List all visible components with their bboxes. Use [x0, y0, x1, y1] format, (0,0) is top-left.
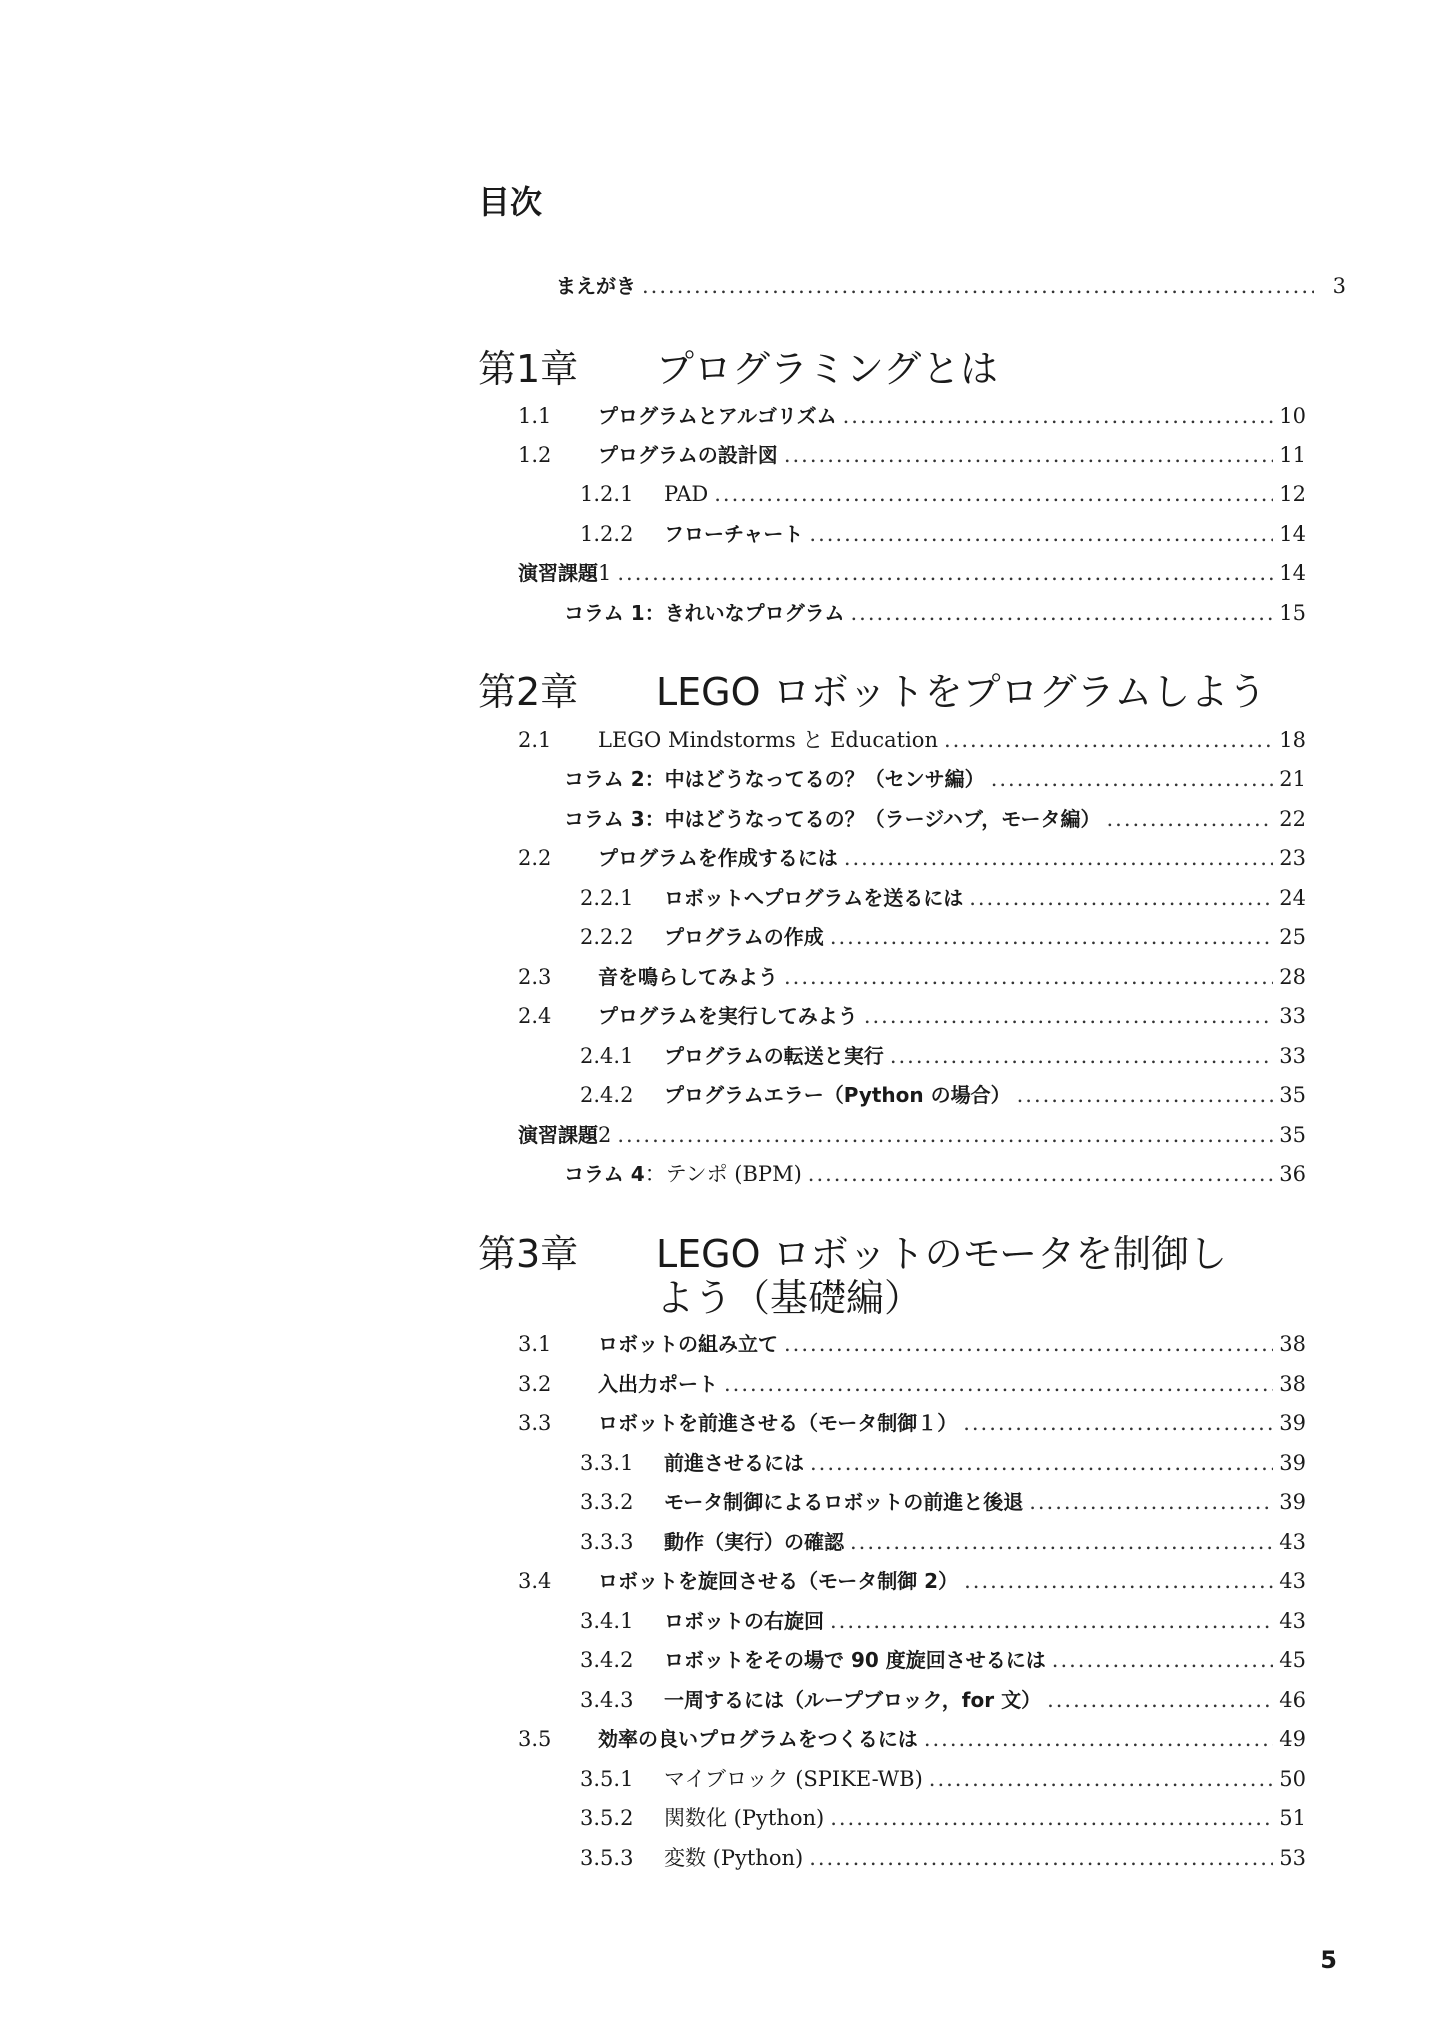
toc-entry-label: プログラムとアルゴリズム	[598, 404, 837, 428]
chapter-title-line-1: LEGO ロボットのモータを制御し	[656, 1232, 1228, 1276]
leader-dots	[714, 480, 1273, 508]
leader-dots	[808, 1160, 1274, 1188]
toc-entry-2-4[interactable]	[518, 1002, 1306, 1030]
toc-page-number: 43	[1279, 1530, 1306, 1554]
toc-entry-column-2[interactable]	[564, 765, 1306, 793]
toc-page-number: 53	[1279, 1846, 1306, 1870]
subsection-number: 3.4.2	[580, 1648, 634, 1672]
toc-entry-label: 入出力ポート	[598, 1372, 718, 1396]
toc-entry-1-2[interactable]	[518, 441, 1306, 469]
toc-entry-label: 動作（実行）の確認	[664, 1530, 844, 1554]
toc-entry-2-4-1[interactable]	[580, 1042, 1306, 1070]
toc-entry-label: ロボットへプログラムを送るには	[664, 886, 964, 910]
footer-page-number: 5	[1320, 1946, 1337, 1974]
toc-entry-label: 1	[598, 561, 612, 585]
toc-entry-label: ：中はどうなってるの？（ラージハブ，モータ編）	[644, 807, 1101, 831]
toc-entry-label-bold: コラム 3	[564, 807, 645, 831]
leader-dots	[1052, 1646, 1274, 1674]
toc-entry-3-4-2[interactable]	[580, 1646, 1306, 1674]
toc-entry-label: ：中はどうなってるの？（センサ編）	[644, 767, 985, 791]
toc-page-number: 3	[1332, 274, 1346, 298]
toc-entry-3-4-3[interactable]	[580, 1686, 1306, 1714]
toc-entry-label: 音を鳴らしてみよう	[598, 965, 778, 989]
chapter-title	[656, 1232, 1308, 1320]
leader-dots	[617, 1121, 1273, 1149]
toc-entry-2-3[interactable]	[518, 963, 1306, 991]
section-number: 3.1	[518, 1332, 552, 1356]
leader-dots	[969, 884, 1273, 912]
toc-entry-3-4[interactable]	[518, 1567, 1306, 1595]
toc-entry-label: プログラムエラー（Python の場合）	[664, 1083, 1011, 1107]
chapter-title: プログラミングとは	[656, 347, 999, 391]
chapter-2-heading[interactable]	[478, 670, 1308, 714]
leader-dots	[1017, 1081, 1274, 1109]
toc-entry-2-1[interactable]	[518, 726, 1306, 754]
leader-dots	[784, 441, 1273, 469]
toc-entry-3-5[interactable]	[518, 1725, 1306, 1753]
toc-page-number: 43	[1279, 1609, 1306, 1633]
toc-entry-label: フローチャート	[664, 522, 804, 546]
toc-entry-2-2[interactable]	[518, 844, 1306, 872]
toc-entry-label: 変数 (Python)	[664, 1846, 804, 1870]
toc-entry-3-3-2[interactable]	[580, 1488, 1306, 1516]
section-number: 1.2	[518, 443, 552, 467]
chapter-title-line-2: よう（基礎編）	[656, 1276, 923, 1320]
section-number: 3.2	[518, 1372, 552, 1396]
toc-entry-3-5-3[interactable]	[580, 1844, 1306, 1872]
toc-entry-label: マイブロック (SPIKE-WB)	[664, 1767, 923, 1791]
toc-entry-label: ロボットの右旋回	[664, 1609, 824, 1633]
toc-entry-label: ロボットを前進させる（モータ制御１）	[598, 1411, 958, 1435]
toc-entry-label: ロボットを旋回させる（モータ制御 2）	[598, 1569, 959, 1593]
toc-page-number: 22	[1279, 807, 1306, 831]
chapter-title: LEGO ロボットをプログラムしよう	[656, 670, 1267, 714]
subsection-number: 3.3.3	[580, 1530, 634, 1554]
subsection-number: 3.3.2	[580, 1490, 634, 1514]
subsection-number: 1.2.2	[580, 522, 634, 546]
section-number: 3.5	[518, 1727, 552, 1751]
toc-page-number: 24	[1279, 886, 1306, 910]
toc-entry-3-5-2[interactable]	[580, 1804, 1306, 1832]
toc-page-number: 11	[1279, 443, 1306, 467]
leader-dots	[724, 1370, 1273, 1398]
leader-dots	[1047, 1686, 1273, 1714]
toc-page-number: 39	[1279, 1451, 1306, 1475]
toc-entry-1-1[interactable]	[518, 402, 1306, 430]
page-title: 目次	[478, 183, 543, 221]
chapter-3-heading[interactable]	[478, 1232, 1308, 1320]
leader-dots	[851, 599, 1274, 627]
leader-dots	[809, 1844, 1273, 1872]
toc-page-number: 36	[1279, 1162, 1306, 1186]
toc-page-number: 49	[1279, 1727, 1306, 1751]
leader-dots	[991, 765, 1274, 793]
section-number: 2.4	[518, 1004, 552, 1028]
leader-dots	[830, 923, 1273, 951]
subsection-number: 3.4.1	[580, 1609, 634, 1633]
toc-entry-label-bold: 演習課題	[518, 1123, 598, 1147]
toc-entry-2-4-2[interactable]	[580, 1081, 1306, 1109]
section-number: 2.3	[518, 965, 552, 989]
toc-entry-label-bold: コラム 1	[564, 601, 645, 625]
toc-page-number: 14	[1279, 561, 1306, 585]
toc-entry-label: プログラムの作成	[664, 925, 824, 949]
toc-page-number: 23	[1279, 846, 1306, 870]
toc-page-number: 38	[1279, 1332, 1306, 1356]
leader-dots	[850, 1528, 1273, 1556]
toc-entry-3-2[interactable]	[518, 1370, 1306, 1398]
leader-dots	[830, 1607, 1273, 1635]
leader-dots	[1029, 1488, 1273, 1516]
toc-entry-1-2-1[interactable]	[580, 480, 1306, 508]
subsection-number: 2.2.2	[580, 925, 634, 949]
toc-entry-label: ：テンポ (BPM)	[644, 1162, 802, 1186]
leader-dots	[617, 559, 1273, 587]
leader-dots	[844, 844, 1273, 872]
subsection-number: 2.4.1	[580, 1044, 634, 1068]
leader-dots	[642, 272, 1314, 300]
toc-page-number: 18	[1279, 728, 1306, 752]
subsection-number: 3.3.1	[580, 1451, 634, 1475]
leader-dots	[809, 520, 1273, 548]
leader-dots	[810, 1449, 1273, 1477]
toc-entry-label: プログラムの転送と実行	[664, 1044, 884, 1068]
subsection-number: 3.5.1	[580, 1767, 634, 1791]
subsection-number: 3.4.3	[580, 1688, 634, 1712]
toc-page-number: 33	[1279, 1004, 1306, 1028]
toc-entry-3-3-3[interactable]	[580, 1528, 1306, 1556]
toc-entry-label-bold: コラム 2	[564, 767, 645, 791]
toc-entry-label: プログラムを実行してみよう	[598, 1004, 858, 1028]
subsection-number: 3.5.3	[580, 1846, 634, 1870]
toc-page-number: 10	[1279, 404, 1306, 428]
toc-entry-2-2-1[interactable]	[580, 884, 1306, 912]
toc-entry-3-5-1[interactable]	[580, 1765, 1306, 1793]
subsection-number: 3.5.2	[580, 1806, 634, 1830]
section-number: 3.3	[518, 1411, 552, 1435]
toc-page-number: 43	[1279, 1569, 1306, 1593]
toc-page-number: 38	[1279, 1372, 1306, 1396]
section-number: 1.1	[518, 404, 552, 428]
toc-entry-label-bold: 演習課題	[518, 561, 598, 585]
toc-page-number: 45	[1279, 1648, 1306, 1672]
leader-dots	[944, 726, 1273, 754]
leader-dots	[964, 1567, 1273, 1595]
toc-entry-label: LEGO Mindstorms と Education	[598, 728, 938, 752]
toc-page-number: 51	[1279, 1806, 1306, 1830]
toc-entry-label: 前進させるには	[664, 1451, 804, 1475]
leader-dots	[864, 1002, 1273, 1030]
toc-entry-label: 関数化 (Python)	[664, 1806, 825, 1830]
toc-page-number: 25	[1279, 925, 1306, 949]
leader-dots	[843, 402, 1274, 430]
toc-entry-column-3[interactable]	[564, 805, 1306, 833]
toc-entry-label-bold: コラム 4	[564, 1162, 645, 1186]
toc-entry-2-2-2[interactable]	[580, 923, 1306, 951]
toc-entry-label: ロボットの組み立て	[598, 1332, 778, 1356]
toc-page-number: 39	[1279, 1411, 1306, 1435]
toc-page-number: 14	[1279, 522, 1306, 546]
toc-entry-column-4[interactable]	[564, 1160, 1306, 1188]
toc-page-number: 46	[1279, 1688, 1306, 1712]
toc-entry-3-3-1[interactable]	[580, 1449, 1306, 1477]
toc-entry-exercise-2[interactable]	[518, 1121, 1306, 1149]
toc-page-number: 12	[1279, 482, 1306, 506]
toc-entry-preface[interactable]	[556, 272, 1346, 300]
chapter-1-heading[interactable]	[478, 347, 1308, 391]
toc-page-number: 50	[1279, 1767, 1306, 1791]
toc-entry-3-1[interactable]	[518, 1330, 1306, 1358]
toc-page-number: 21	[1279, 767, 1306, 791]
toc-entry-label: 一周するには（ループブロック，for 文）	[664, 1688, 1042, 1712]
subsection-number: 1.2.1	[580, 482, 634, 506]
section-number: 2.1	[518, 728, 552, 752]
toc-entry-label: 効率の良いプログラムをつくるには	[598, 1727, 918, 1751]
toc-entry-label: ：きれいなプログラム	[644, 601, 845, 625]
section-number: 3.4	[518, 1569, 552, 1593]
leader-dots	[784, 963, 1273, 991]
toc-page-number: 35	[1279, 1083, 1306, 1107]
toc-page-number: 33	[1279, 1044, 1306, 1068]
toc-entry-3-4-1[interactable]	[580, 1607, 1306, 1635]
leader-dots	[784, 1330, 1273, 1358]
toc-entry-label: まえがき	[556, 274, 636, 298]
toc-entry-label: ロボットをその場で 90 度旋回させるには	[664, 1648, 1046, 1672]
chapter-number: 第2章	[478, 670, 579, 714]
chapter-number: 第1章	[478, 347, 579, 391]
section-number: 2.2	[518, 846, 552, 870]
toc-page-number: 15	[1279, 601, 1306, 625]
toc-entry-1-2-2[interactable]	[580, 520, 1306, 548]
toc-entry-exercise-1[interactable]	[518, 559, 1306, 587]
toc-entry-label: 2	[598, 1123, 612, 1147]
toc-entry-label: プログラムの設計図	[598, 443, 778, 467]
chapter-number: 第3章	[478, 1232, 579, 1276]
leader-dots	[924, 1725, 1273, 1753]
leader-dots	[890, 1042, 1273, 1070]
leader-dots	[963, 1409, 1273, 1437]
leader-dots	[830, 1804, 1273, 1832]
subsection-number: 2.2.1	[580, 886, 634, 910]
leader-dots	[929, 1765, 1273, 1793]
toc-entry-label: PAD	[664, 482, 709, 506]
toc-entry-label: プログラムを作成するには	[598, 846, 838, 870]
toc-entry-column-1[interactable]	[564, 599, 1306, 627]
toc-page-number: 39	[1279, 1490, 1306, 1514]
leader-dots	[1107, 805, 1274, 833]
subsection-number: 2.4.2	[580, 1083, 634, 1107]
toc-entry-3-3[interactable]	[518, 1409, 1306, 1437]
toc-page-number: 35	[1279, 1123, 1306, 1147]
toc-page-number: 28	[1279, 965, 1306, 989]
toc-entry-label: モータ制御によるロボットの前進と後退	[664, 1490, 1024, 1514]
